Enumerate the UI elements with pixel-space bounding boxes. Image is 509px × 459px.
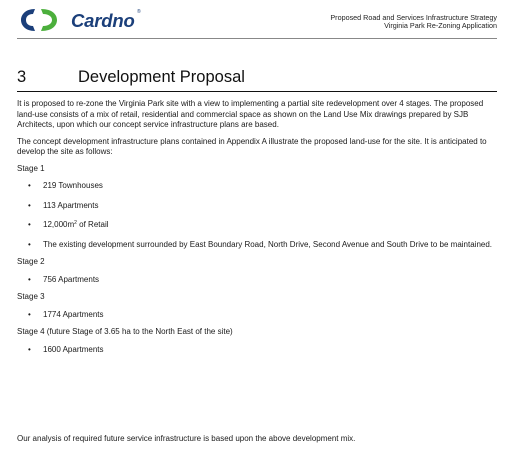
list-item-text: 1600 Apartments xyxy=(43,344,104,354)
bullet-icon: • xyxy=(28,239,31,249)
stage-4-label: Stage 4 (future Stage of 3.65 ha to the North East of the site) xyxy=(17,327,233,336)
list-item xyxy=(17,345,497,356)
stage-1-list xyxy=(17,181,497,250)
list-item xyxy=(17,240,497,251)
section-title-rule xyxy=(17,91,497,92)
bullet-icon: • xyxy=(28,220,31,229)
stage-1-label: Stage 1 xyxy=(17,163,45,173)
page-header xyxy=(0,0,509,40)
list-item xyxy=(17,275,497,286)
bullet-icon: • xyxy=(28,200,31,210)
appendix-paragraph: The concept development infrastructure plans contained in Appendix A illustrate the proposed land-use for the site. It is anticipated to develop the site as follows: xyxy=(17,136,487,156)
list-item-text: 219 Townhouses xyxy=(43,181,103,190)
bullet-icon: • xyxy=(28,344,31,354)
document-title: Proposed Road and Services Infrastructure Strategy xyxy=(330,13,497,22)
list-item-text: 1774 Apartments xyxy=(43,309,104,319)
cardno-logo-mark-icon xyxy=(19,5,67,35)
list-item-suffix: of Retail xyxy=(76,220,109,229)
stage-4-list xyxy=(17,345,497,356)
section-title-row xyxy=(17,68,497,90)
logo-wordmark: Cardno xyxy=(71,10,135,31)
bullet-icon: • xyxy=(28,274,31,284)
list-item-text: 113 Apartments xyxy=(43,200,99,210)
list-item-text: 756 Apartments xyxy=(43,274,100,284)
intro-paragraph: It is proposed to re-zone the Virginia Park site with a view to implementing a partial site redevelopment over 4 stages. The proposed land-use consists of a mix of retail, residential and commercial space as shown on the Land Use Mix drawings prepared by SJB Architects, upon which our concept service infrastructure plans are based. xyxy=(17,99,484,129)
stage-2-label: Stage 2 xyxy=(17,257,45,266)
list-item xyxy=(17,220,497,231)
logo-registered-mark: ® xyxy=(137,9,141,15)
list-item xyxy=(17,181,497,192)
cardno-logo xyxy=(19,5,179,35)
section-heading xyxy=(17,68,497,90)
stage-3-list xyxy=(17,310,497,321)
superscript: 2 xyxy=(74,220,77,226)
header-divider xyxy=(17,38,497,39)
list-item-text: 12,000m xyxy=(43,220,75,229)
document-subtitle: Virginia Park Re-Zoning Application xyxy=(384,21,497,31)
closing-paragraph: Our analysis of required future service infrastructure is based upon the above development mix. xyxy=(17,434,356,443)
bullet-icon: • xyxy=(28,309,31,319)
document-body xyxy=(17,99,497,362)
list-item xyxy=(17,201,497,212)
list-item xyxy=(17,310,497,321)
stage-3-label: Stage 3 xyxy=(17,292,45,301)
section-title: Development Proposal xyxy=(78,68,245,86)
stage-2-list xyxy=(17,275,497,286)
section-number: 3 xyxy=(17,68,27,86)
bullet-icon: • xyxy=(28,181,31,190)
list-item-text: The existing development surrounded by East Boundary Road, North Drive, Second Avenue and South Drive to be maintained. xyxy=(43,239,493,249)
document-title-block xyxy=(330,14,497,31)
